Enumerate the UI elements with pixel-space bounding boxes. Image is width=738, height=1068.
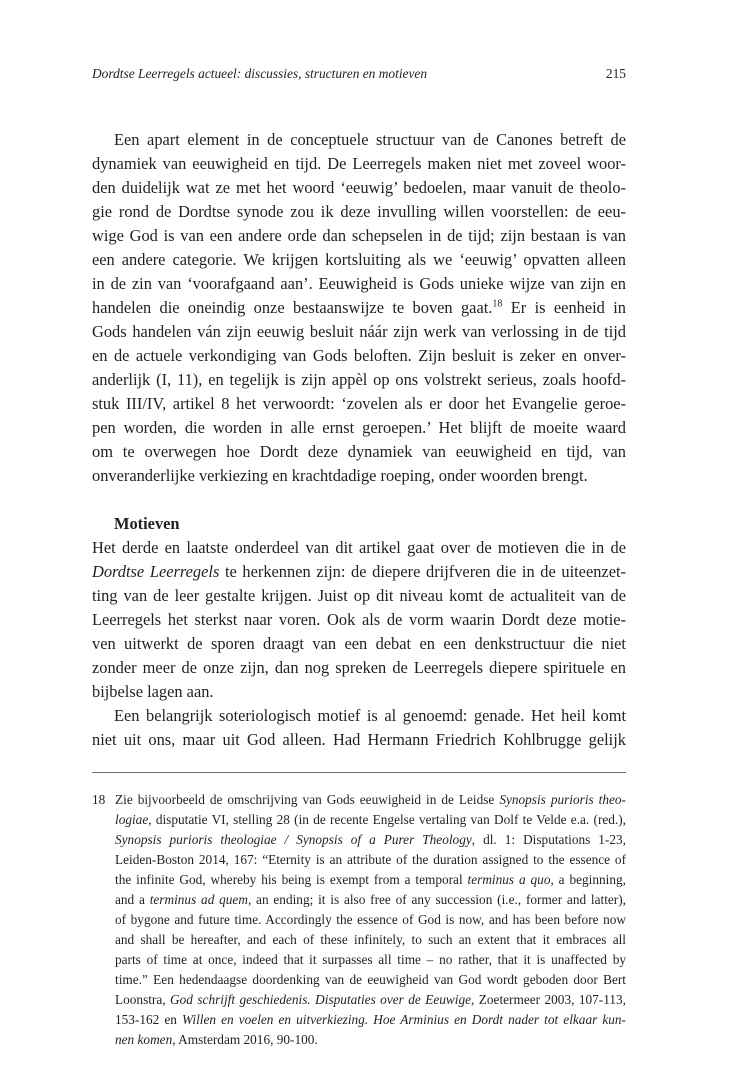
footnote-line: Leiden-Boston 2014, 167: “Eternity is an attribute of the duration assigned to the essence of: [115, 852, 626, 867]
footnote-rule: [92, 772, 626, 773]
footnote-line: [115, 1030, 626, 1050]
footnote-line: of bygone and future time. Accordingly the essence of God is now, and has been before now: [115, 912, 626, 927]
body-line: wige God is van een andere orde dan schepselen in de tijd; zijn bestaan is van: [92, 226, 626, 245]
body-line: Gods handelen ván zijn eeuwig besluit náár zijn werk van verlossing in de tijd: [92, 322, 626, 341]
section-heading: Motieven: [114, 514, 180, 533]
footnote-italic: terminus ad quem: [149, 892, 248, 907]
body-line: anderlijk (I, 11), en tegelijk is zijn appèl op ons volstrekt serieus, zoals hoofd-: [92, 370, 626, 389]
body-line: een andere categorie. We krijgen kortsluiting als we ‘eeuwig’ opvatten alleen: [92, 250, 626, 269]
footnote-italic: nen komen: [115, 1032, 173, 1047]
page-number: 215: [605, 66, 626, 81]
footnote-line: parts of time at once, indeed that it surpasses all time – no rather, that it is unaffected by: [115, 952, 626, 967]
body-line: onveranderlijke verkiezing en krachtdadige roeping, onder woorden brengt.: [92, 466, 588, 485]
body-text: handelen die oneindig onze bestaanswijze te boven gaat.: [92, 298, 493, 317]
footnote-line: [115, 1010, 626, 1030]
body-line: [92, 560, 626, 584]
footnote-text: , disputatie VI, stelling 28 (in de recente Engelse vertaling van Dolf te Velde e.a. (red.),: [148, 812, 626, 827]
footnote-italic: Synopsis purioris theologiae / Synopsis of a Purer Theology: [115, 832, 472, 847]
body-line: Het derde en laatste onderdeel van dit artikel gaat over de motieven die in de: [92, 538, 626, 557]
footnote-text: Loonstra,: [115, 992, 171, 1007]
body-line: gie rond de Dordtse synode zou ik deze invulling willen voorstellen: de eeu-: [92, 202, 626, 221]
footnote-text: , an ending; it is also free of any succession (i.e., former and latter),: [247, 892, 626, 907]
footnote-text: and a: [115, 892, 150, 907]
footnote-italic: Synopsis purioris theo-: [499, 792, 626, 807]
footnote-line: [115, 990, 626, 1010]
footnote-line: time.” Een hedendaagse doordenking van de eeuwigheid van God wordt geboden door Bert: [115, 972, 626, 987]
body-line: zonder meer de onze zijn, dan nog spreken de Leerregels diepere spirituele en: [92, 658, 626, 677]
body-line: niet uit ons, maar uit God alleen. Had Hermann Friedrich Kohlbrugge gelijk: [92, 730, 626, 749]
footnote-italic: terminus a quo: [467, 872, 551, 887]
body-line: den duidelijk wat ze met het woord ‘eeuwig’ bedoelen, maar vanuit de theolo-: [92, 178, 626, 197]
body-line: Leerregels het sterkst naar voren. Ook als de vorm waarin Dordt deze motie-: [92, 610, 626, 629]
footnote-text: Zie bijvoorbeeld de omschrijving van Gods eeuwigheid in de Leidse: [115, 792, 500, 807]
footnote-line: [115, 890, 626, 910]
body-line: dynamiek van eeuwigheid en tijd. De Leerregels maken niet met zoveel woor-: [92, 154, 626, 173]
body-line: Een belangrijk soteriologisch motief is al genoemd: genade. Het heil komt: [114, 706, 626, 725]
footnote-number: 18: [92, 792, 106, 807]
footnote-line: and shall be hereafter, and each of these infinitely, to such an extent that it embraces all: [115, 932, 626, 947]
body-line: en de actuele verkondiging van Gods beloften. Zijn besluit is zeker en onver-: [92, 346, 626, 365]
footnote-line: [115, 790, 626, 810]
footnote-reference: 18: [492, 298, 503, 310]
footnote-text: , a beginning,: [550, 872, 626, 887]
running-header: [92, 66, 626, 82]
footnote-text: , Zoetermeer 2003, 107-113,: [471, 992, 626, 1007]
body-line: pen worden, die worden in alle ernst geroepen.’ Het blijft de moeite waard: [92, 418, 626, 437]
footnote-text: , dl. 1: Disputations 1-23,: [471, 832, 626, 847]
body-line: in de zin van ‘voorafgaand aan’. Eeuwigheid is Gods unieke wijze van zijn en: [92, 274, 626, 293]
footnote-italic: Willen en voelen en uitverkiezing. Hoe Arminius en Dordt nader tot elkaar kun-: [182, 1012, 626, 1027]
footnote-text: 153-162 en: [115, 1012, 183, 1027]
body-line: ting van de leer gestalte krijgen. Juist op dit niveau komt de actualiteit van de: [92, 586, 626, 605]
footnote-line: [115, 830, 626, 850]
footnote-italic: God schrijft geschiedenis. Disputaties over de Eeuwige: [170, 992, 472, 1007]
body-line: ven uitwerkt de sporen draagt van een debat en een denkstructuur die niet: [92, 634, 626, 653]
footnote-text: the infinite God, whereby his being is exempt from a temporal: [115, 872, 468, 887]
footnote-text: , Amsterdam 2016, 90-100.: [172, 1032, 318, 1047]
footnote-line: [115, 810, 626, 830]
body-line-with-note: [92, 296, 626, 320]
body-line: Een apart element in de conceptuele structuur van de Canones betreft de: [114, 130, 626, 149]
italic-title: Dordtse Leerregels: [92, 562, 220, 581]
body-line: bijbelse lagen aan.: [92, 682, 214, 701]
footnote-line: [115, 870, 626, 890]
body-line: stuk III/IV, artikel 8 het verwoordt: ‘zovelen als er door het Evangelie geroe-: [92, 394, 626, 413]
body-text: te herkennen zijn: de diepere drijfveren die in de uiteenzet-: [219, 562, 626, 581]
body-text: Er is eenheid in: [502, 298, 626, 317]
body-line: om te overwegen hoe Dordt deze dynamiek van eeuwigheid en tijd, van: [92, 442, 626, 461]
running-title: Dordtse Leerregels actueel: discussies, structuren en motieven: [92, 66, 428, 81]
footnote-italic: logiae: [115, 812, 149, 827]
